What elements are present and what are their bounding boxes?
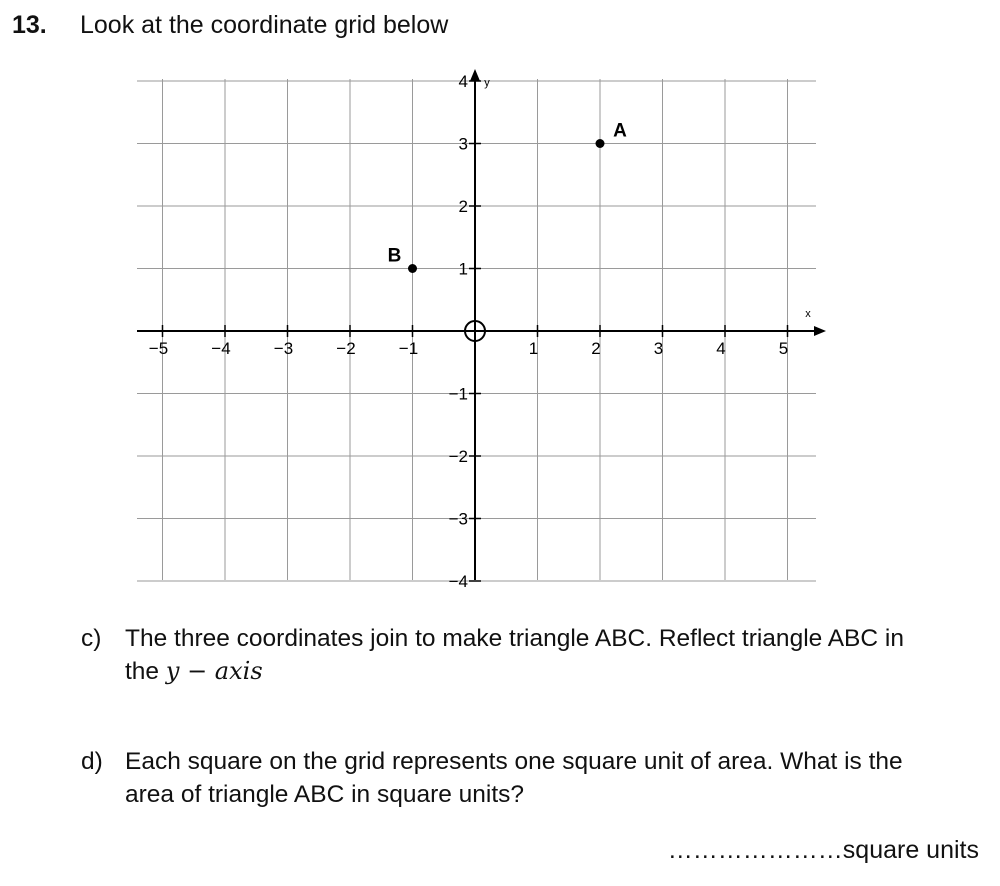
part-c-line1: The three coordinates join to make triangle ABC. Reflect triangle ABC in [125,625,904,652]
x-tick-label: −5 [148,339,169,358]
x-tick-label: 2 [591,339,601,358]
y-axis-arrow [470,69,480,81]
x-tick-label: −4 [211,339,231,358]
answer-dots[interactable]: ………………… [667,836,843,864]
x-tick-label: 5 [778,339,789,358]
point-label-b: B [387,245,402,267]
y-axis-label: y [484,77,490,89]
y-tick-label: −1 [448,384,468,404]
point-a [596,139,605,148]
x-tick-label: 4 [716,339,726,358]
part-c-math: y − axis [165,657,263,685]
question-number: 13. [12,11,47,39]
y-tick-label: 4 [458,72,468,91]
x-tick-label: 3 [653,339,664,358]
question-title: Look at the coordinate grid below [80,11,449,39]
y-tick-label: 3 [458,134,468,154]
part-c-label: c) [81,625,102,652]
answer-unit: square units [842,836,979,864]
axes [137,69,826,580]
answer-line[interactable] [668,836,979,865]
x-axis-arrow [814,326,826,336]
y-tick-label: −4 [448,572,468,591]
x-tick-label: −2 [336,339,356,358]
x-axis-label: x [805,308,811,320]
point-label-a: A [613,120,627,142]
x-tick-label: 1 [528,339,539,358]
part-d-line2: area of triangle ABC in square units? [125,781,525,808]
part-d-label: d) [81,748,103,775]
part-c-text [125,622,904,688]
y-tick-label: −3 [448,509,468,529]
y-tick-label: 1 [458,259,468,279]
part-d-line1: Each square on the grid represents one square unit of area. What is the [125,748,903,775]
point-b [408,264,417,273]
part-c-line2-prefix: the [125,658,166,685]
y-tick-label: 2 [458,197,468,216]
part-d-text [125,745,903,811]
y-tick-label: −2 [448,447,468,466]
x-tick-label: −1 [398,339,419,358]
x-tick-label: −3 [273,339,294,358]
